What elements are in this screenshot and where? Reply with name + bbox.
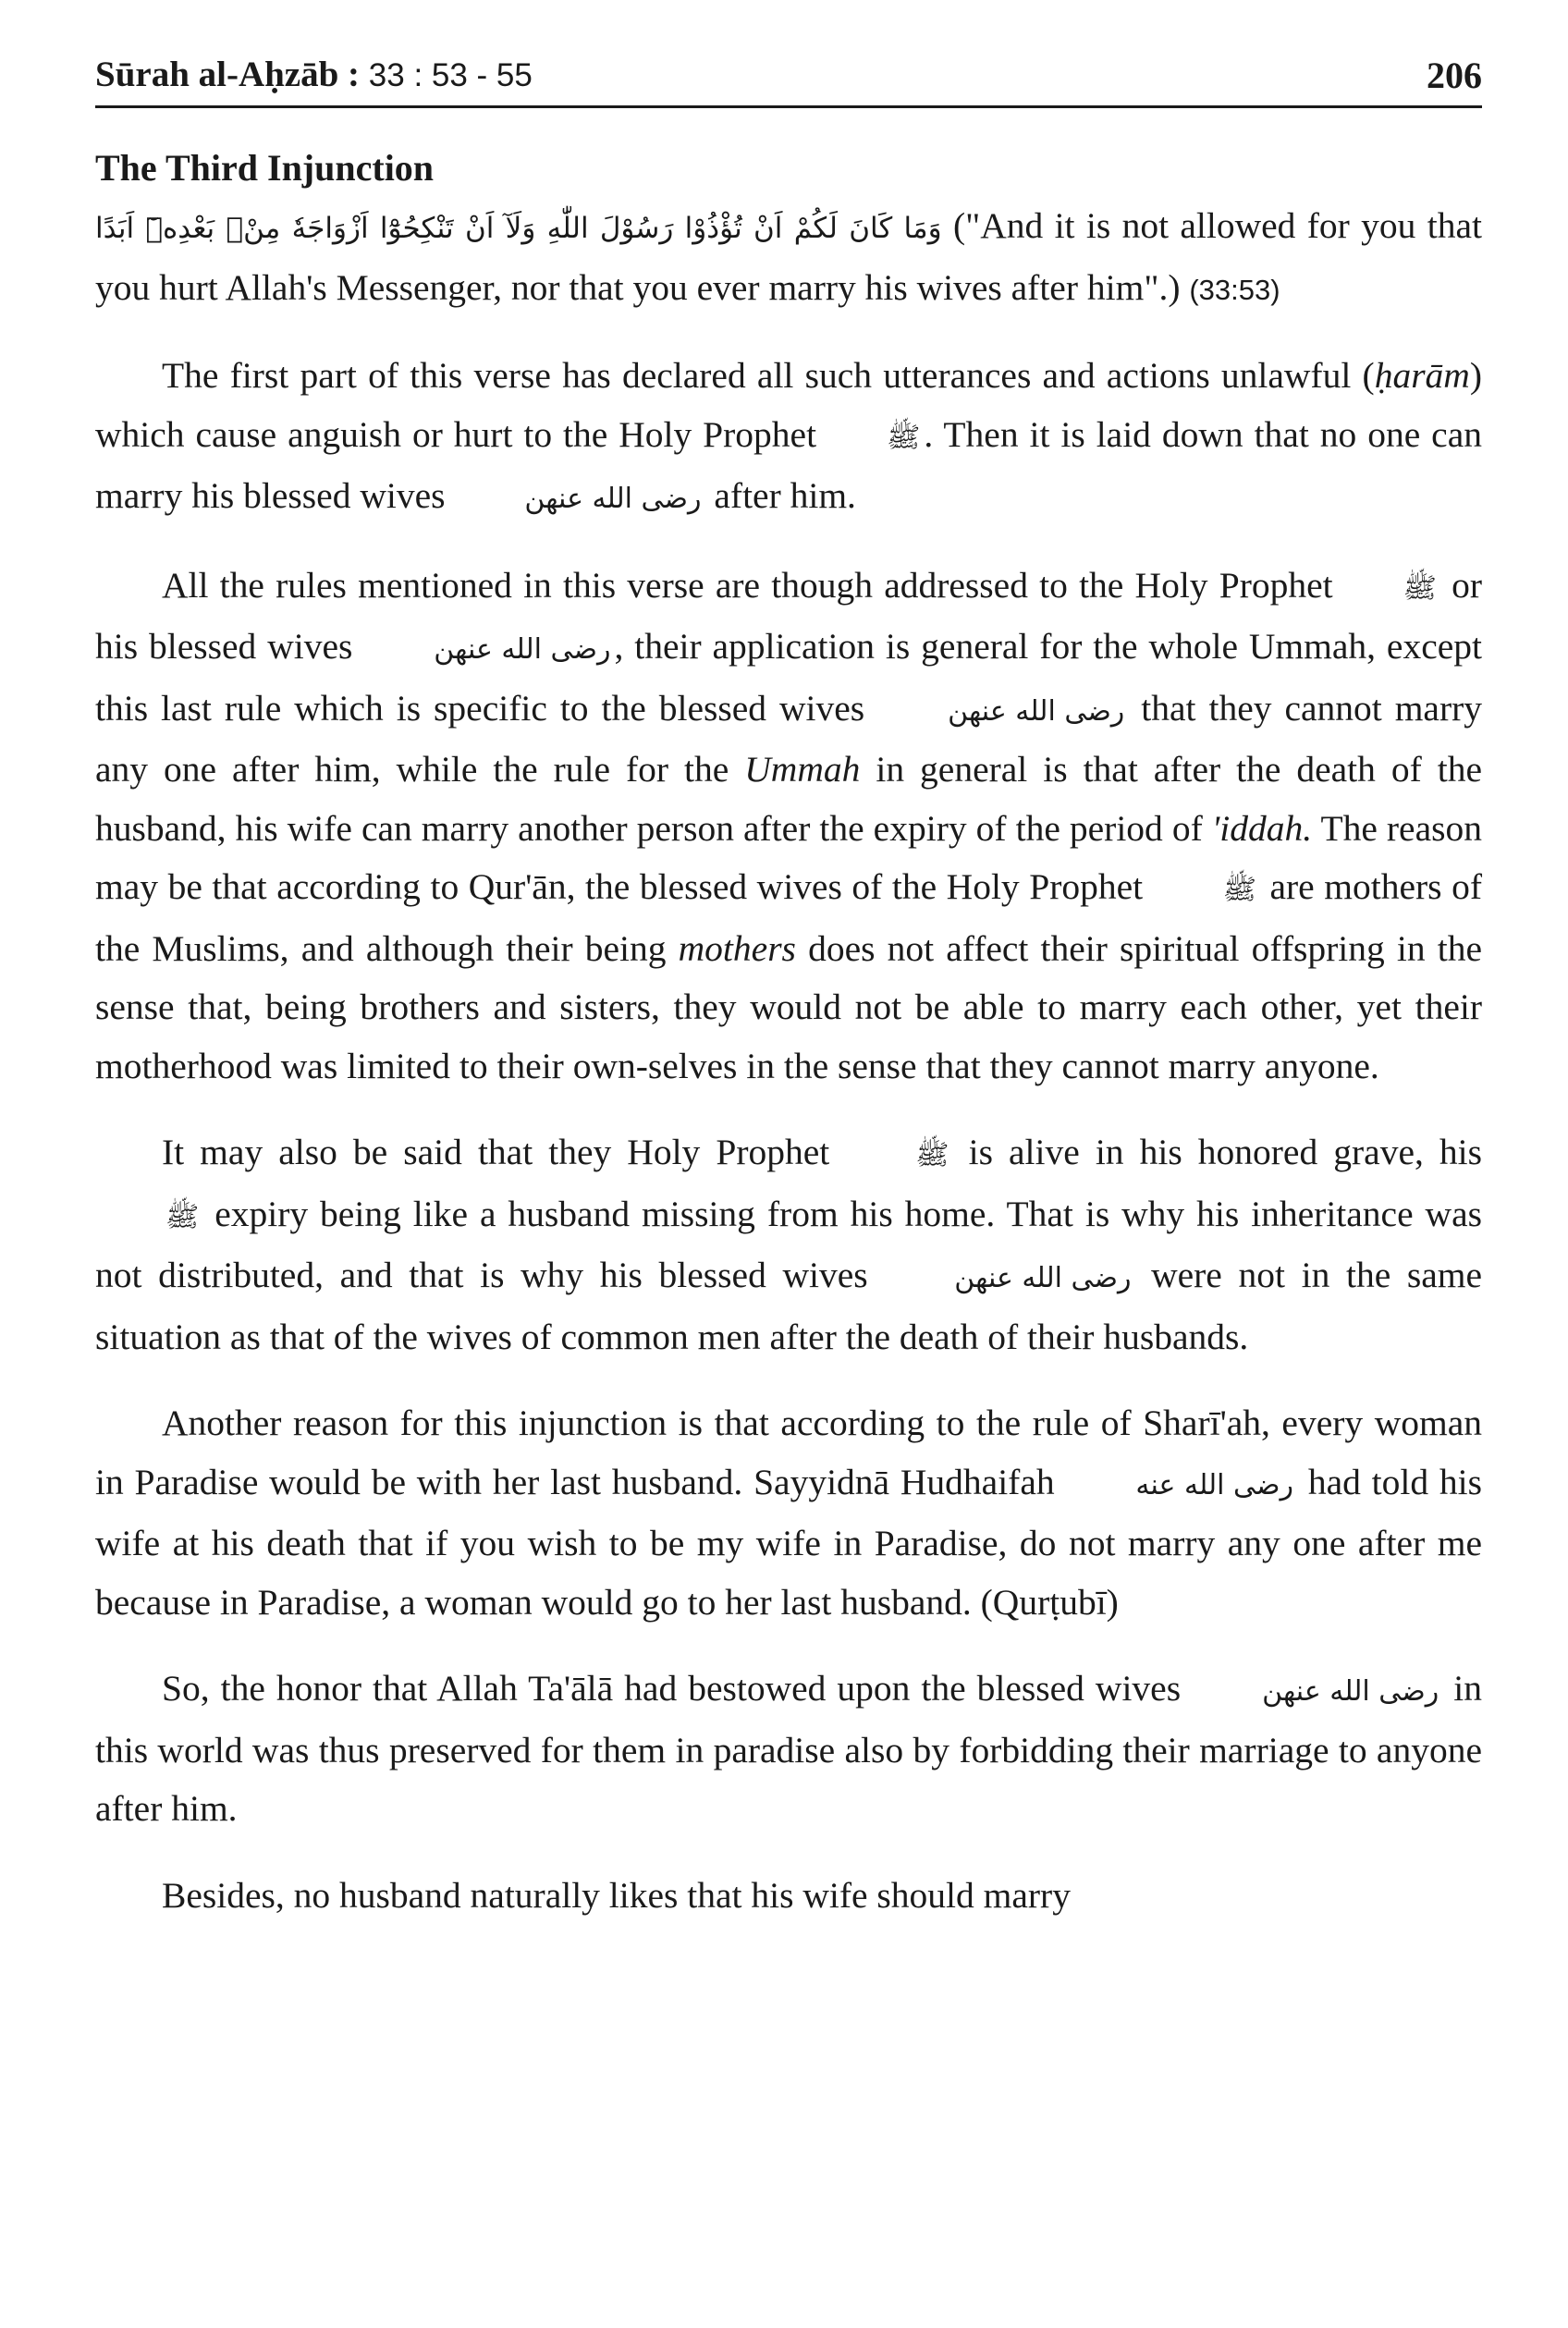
term-iddah: 'iddah. (1211, 807, 1313, 849)
prophet-salutation-glyph: ﷺ (165, 1200, 200, 1233)
prophet-salutation-glyph: ﷺ (1222, 874, 1256, 906)
text-span: had told his wife at his death that if you wish to be my wife in Paradise, do not marry any one after me because in Paradise, a woman would go to her last husband. (Qurṭubī) (95, 1461, 1483, 1623)
prophet-salutation-glyph: ﷺ (1403, 571, 1437, 605)
text-span: All the rules mentioned in this verse are though addressed to the Holy Prophet (162, 564, 1333, 606)
text-span: are mothers of the Muslims, and although their being (95, 866, 1482, 969)
text-span: does not affect their spiritual offspring in the sense that, being brothers and sisters, they would not be able to marry each other, yet their motherhood was limited to their own-selves in the sense that they cannot marry anyone. (95, 927, 1482, 1086)
prophet-salutation-glyph: ﷺ (887, 421, 921, 454)
verse-translation: ("And it is not allowed for you that you hurt Allah's Messenger, nor that you ever marry his wives after him".) (95, 205, 1482, 308)
text-span: . Then it is laid down that no one can marry his blessed wives (95, 413, 1482, 516)
text-span: , their application is general for the whole Ummah, except this last rule which is specific to the blessed wives (95, 626, 1482, 729)
section-heading: The Third Injunction (95, 147, 435, 189)
paragraph-4 (95, 1394, 1482, 1632)
text-span: expiry being like a husband missing from his home. That is why his inheritance was not distributed, and that is why his blessed wives (95, 1193, 1482, 1295)
term-ummah: Ummah (744, 749, 861, 790)
text-span: The first part of this verse has declared all such utterances and actions unlawful ( (162, 355, 1375, 396)
text-span: The reason may be that according to Qur'ān, the blessed wives of the Holy Prophet (95, 807, 1482, 907)
arabic-verse: وَمَا كَانَ لَكُمْ اَنْ تُؤْذُوْا رَسُوْلَ اللّٰهِ وَلَآ اَنْ تَنْكِحُوْٓا اَزْوَاجَهٗ مِنْۢ بَعْدِهٖٓ اَبَدًا (95, 212, 942, 245)
wives-honorific-glyph: رضى الله عنهن (954, 1262, 1132, 1294)
verse-range: 33 : 53 - 55 (368, 57, 533, 93)
text-span: Besides, no husband naturally likes that his wife should marry (162, 1874, 1071, 1916)
text-span: that they cannot marry any one after him, while the rule for the (95, 687, 1483, 790)
wives-honorific-glyph: رضى الله عنهن (948, 694, 1125, 728)
text-span: in this world was thus preserved for them in paradise also by forbidding their marriage to anyone after him. (95, 1668, 1483, 1829)
document-page (95, 0, 1482, 2328)
companion-honorific-glyph: رضى الله عنه (1135, 1468, 1293, 1501)
wives-honorific-glyph: رضى الله عنهن (524, 483, 702, 515)
body-text (95, 139, 1482, 1953)
paragraph-6 (95, 1867, 1482, 1926)
text-span: after him. (714, 475, 856, 516)
verse-reference: (33:53) (1189, 273, 1280, 306)
text-span: ) which cause anguish or hurt to the Holy Prophet (95, 355, 1482, 455)
running-header (95, 54, 1482, 108)
text-span: or his blessed wives (95, 564, 1483, 667)
surah-name: Sūrah al-Aḥzāb : (95, 55, 369, 94)
text-span: were not in the same situation as that of the wives of common men after the death of their husbands. (95, 1255, 1483, 1357)
wives-honorific-glyph: رضى الله عنهن (434, 633, 611, 666)
surah-title (95, 54, 533, 95)
paragraph-5 (95, 1660, 1482, 1839)
paragraph-1 (95, 347, 1482, 529)
text-span: is alive in his honored grave, his (968, 1132, 1482, 1172)
page-number: 206 (1427, 55, 1482, 96)
text-span: So, the honor that Allah Ta'ālā had bestowed upon the blessed wives (162, 1668, 1182, 1709)
paragraph-2 (95, 557, 1482, 1097)
wives-honorific-glyph: رضى الله عنهن (1262, 1675, 1439, 1708)
text-span: in general is that after the death of the husband, his wife can marry another person after the expiry of the period of (95, 749, 1482, 849)
term-mothers: mothers (678, 927, 796, 969)
text-span: It may also be said that they Holy Prophet (162, 1132, 830, 1172)
term-haram: ḥarām (1374, 355, 1470, 396)
verse-paragraph (95, 197, 1482, 319)
paragraph-3 (95, 1123, 1482, 1366)
prophet-salutation-glyph: ﷺ (915, 1139, 949, 1171)
text-span: Another reason for this injunction is that according to the rule of Sharī'ah, every woman in Paradise would be with her last husband. Sayyidnā Hudhaifah (95, 1403, 1482, 1502)
